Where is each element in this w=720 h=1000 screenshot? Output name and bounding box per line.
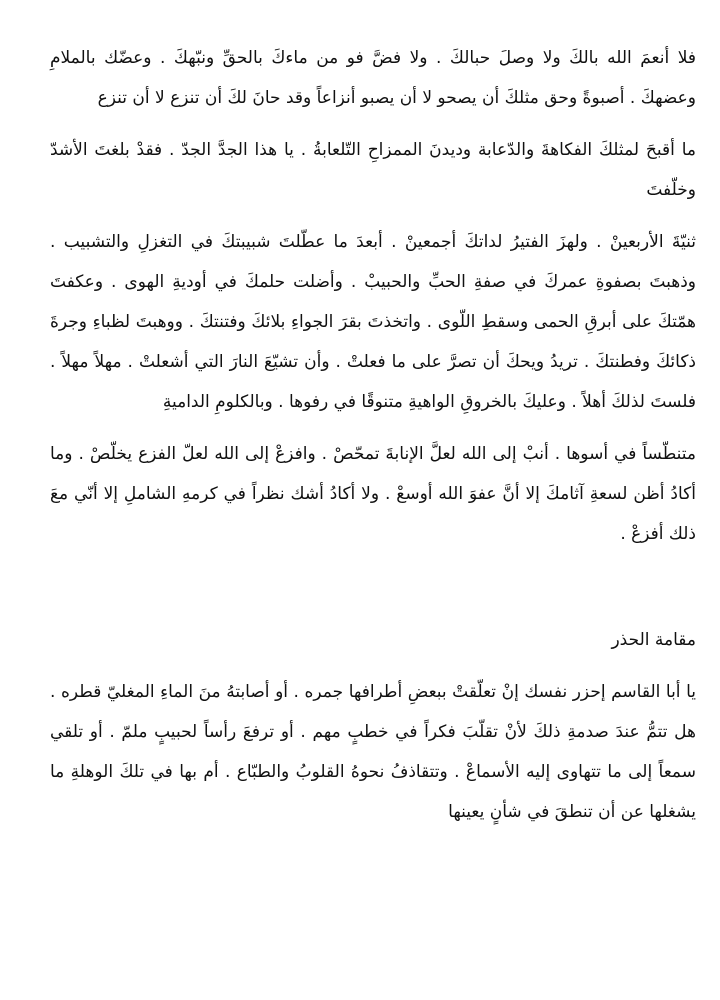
paragraph: ثنيّةَ الأربعينْ . ولهزَ الفتيرُ لداتكَ أجمعينْ . أبعدَ ما عطّلتَ شبيبتكَ في التغزلِ والتشبيب . وذهبتَ بصفوةِ عمركَ في صفةِ الحبِّ والحبيبْ . وأضلت حلمكَ في أوديةِ الهوى . وعكفتَ همّتكَ على أبرقِ الحمى وسقطِ اللّوى . واتخذتَ بقرَ الجواءِ بلائكَ وفتنتكَ . ووهبتَ لظباءِ وجرةَ ذكائكَ وفطنتكَ . تريدُ ويحكَ أن تصرَّ على ما فعلتْ . وأن تشيّعَ النارَ التي أشعلتْ . مهلاً مهلاً . فلستَ لذلكَ أهلاً . وعليكَ بالخروقِ الواهيةِ متنوقًا في رفوها . وبالكلومِ الداميةِ xyxy=(50,232,696,412)
section-title: مقامة الحذر xyxy=(611,630,696,650)
paragraph: ما أقبحَ لمثلكَ الفكاهةَ والدّعابة وديدنَ الممزاحِ التّلعابةُ . يا هذا الجدَّ الجدّ . فقدْ بلغتَ الأشدّ وخلّفتَ xyxy=(50,140,696,200)
paragraph: متنطّساً في أسوها . أنبْ إلى الله لعلَّ الإنابةَ تمحّصْ . وافزعْ إلى الله لعلّ الفزع يخلّصْ . وما أكادُ أظن لسعةِ آثامكَ إلا أنَّ عفوَ الله أوسعْ . ولا أكادُ أشك نظراً في كرمهِ الشاملِ إلا أنّي معَ ذلك أفزعْ . xyxy=(50,444,696,544)
paragraph: يا أبا القاسم إحزر نفسك إنْ تعلّقتْ ببعضِ أطرافها جمره . أو أصابتهُ منَ الماءِ المغليّ قطره . هل تتمُّ عندَ صدمةِ ذلكَ لأنْ تقلّبَ فكراً في خطبٍ مهم . أو ترفعَ رأساً لحبيبٍ ملمّ . أو تلقي سمعاً إلى ما تتهاوى إليه الأسماعْ . وتتقاذفُ نحوهُ القلوبُ والطبّاع . أم بها في تلكَ الوهلةِ ما يشغلها عن أن تنطقَ في شأنٍ يعينها xyxy=(50,682,696,822)
document-page xyxy=(50,38,696,844)
paragraph: فلا أنعمَ الله بالكَ ولا وصلَ حبالكَ . ولا فضَّ فو من ماءكَ بالحقِّ ونبّهكَ . وعضّك بالملامِ وعضهكَ . أصبوةً وحق مثلكَ أن يصحو لا أن يصبو أنزاعاً وقد حانَ لكَ أن تنزع لا أن تنزع xyxy=(50,48,696,108)
